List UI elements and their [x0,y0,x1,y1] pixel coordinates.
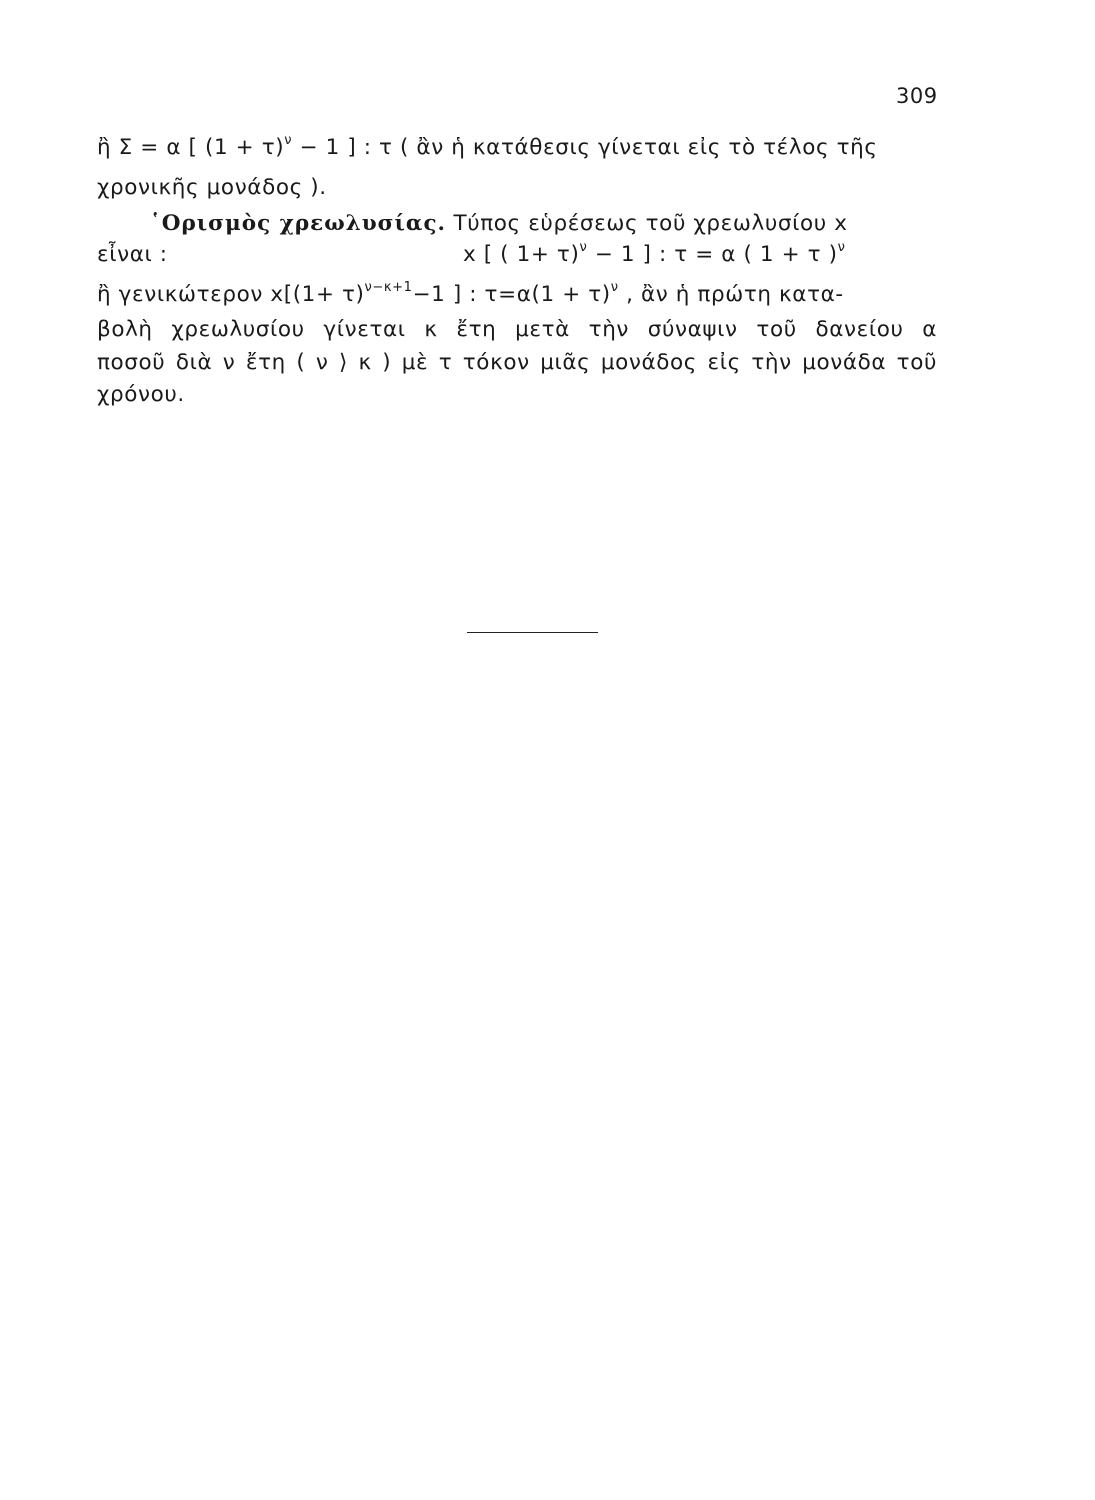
exponent-general: ν−κ+1 [364,280,413,295]
amortization-formula [463,241,846,269]
text-line-8: χρόνου. [97,382,185,407]
page-number: 309 [896,84,938,108]
formula-sigma: ἢ Σ = α [ (1 + τ) [97,135,285,160]
text-line-1 [97,134,937,162]
general-formula-left: ἢ γενικώτερον x[(1+ τ) [97,282,365,307]
general-formula-condition: , ἂν ἡ πρώτη κατα- [618,282,844,307]
amortization-formula-right: − 1 ] : τ = α ( 1 + τ ) [587,242,838,267]
exponent-nu-1: ν [579,240,588,255]
text-line-6: βολὴ χρεωλυσίου γίνεται κ ἔτη μετὰ τὴν σύναψιν τοῦ δανείου α [97,317,937,342]
text-line-2: χρονικῆς μονάδος ). [97,175,327,200]
text-line-3 [150,210,937,238]
text-line-7: ποσοῦ διὰ ν ἔτη ( ν ⟩ κ ) μὲ τ τόκον μιᾶς μονάδος εἰς τὴν μονάδα τοῦ [97,350,937,375]
amortization-formula-left: x [ ( 1+ τ) [463,242,580,267]
exponent-nu-3: ν [610,280,619,295]
definition-term: ῾Ορισμὸς χρεωλυσίας. [150,211,447,236]
general-formula-right: −1 ] : τ=α(1 + τ) [412,282,611,307]
text-line-4 [97,241,937,269]
definition-intro: Τύπος εὑρέσεως τοῦ χρεωλυσίου x [446,211,848,236]
formula-sigma-rest: − 1 ] : τ ( ἂν ἡ κατάθεσις γίνεται εἰς τὸ τέλος τῆς [292,135,878,160]
section-divider [467,632,598,633]
exponent-nu-2: ν [837,240,846,255]
line4-label: εἶναι : [97,242,168,267]
exponent-nu: ν [284,133,293,148]
text-line-5 [97,281,937,309]
